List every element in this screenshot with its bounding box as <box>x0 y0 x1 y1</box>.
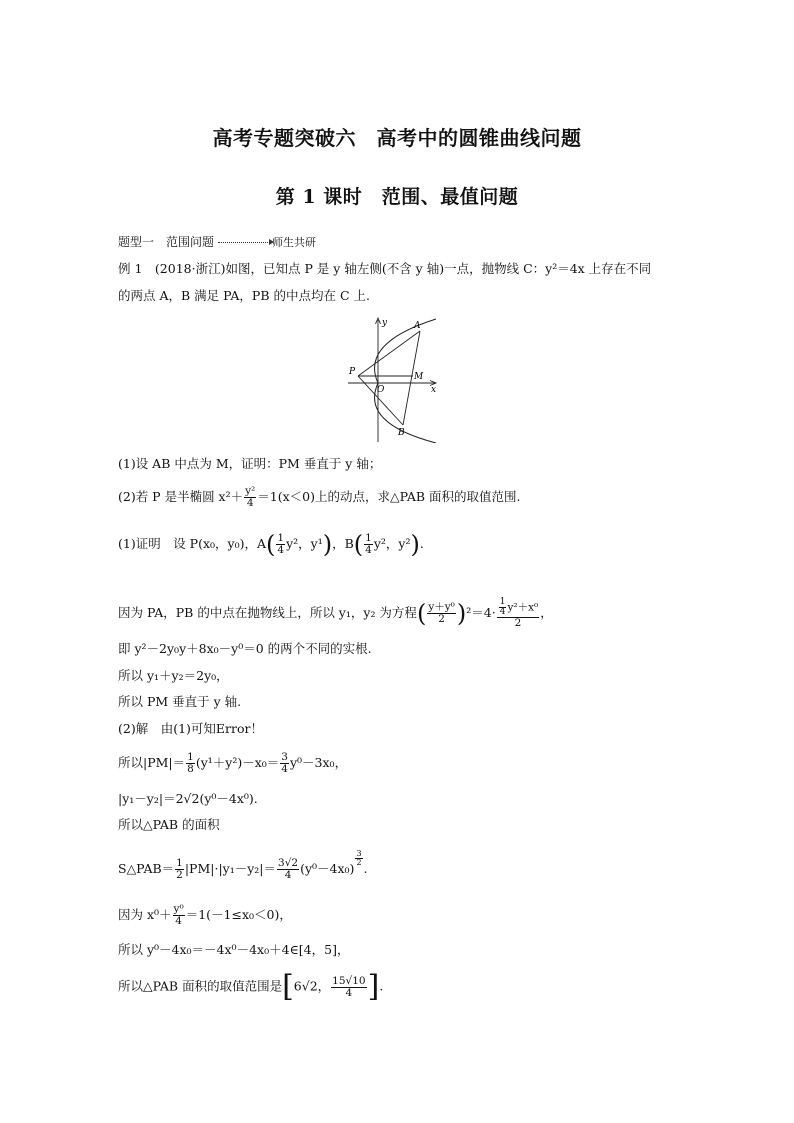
s1-frac-a <box>276 533 285 556</box>
s10-text-d: . <box>363 861 368 876</box>
section-header <box>118 233 316 250</box>
solution-line-4: 所以 y₁＋y₂＝2y₀， <box>118 668 229 683</box>
s11-text-a: 因为 x⁰＋ <box>118 907 172 922</box>
s2-paren-close: ) <box>456 599 467 628</box>
s7-frac-1 <box>186 752 195 775</box>
question-1: (1)设 AB 中点为 M，证明：PM 垂直于 y 轴； <box>118 456 382 471</box>
solution-line-9: 所以△PAB 的面积 <box>118 817 220 832</box>
s10-text-c: (y⁰－4x₀) <box>300 861 355 876</box>
solution-line-12: 所以 y⁰－4x₀＝－4x⁰－4x₀＋4∈[4，5]， <box>118 942 350 957</box>
s2-frac-2-inner-num: 1 <box>499 597 506 607</box>
parabola-figure <box>340 315 450 443</box>
label-o: O <box>377 385 385 395</box>
s13-text-b: 6√2， <box>293 978 331 994</box>
s13-text-c: . <box>379 978 384 994</box>
s7-frac-2-num: 3 <box>281 751 288 763</box>
s2-frac-2 <box>497 598 540 629</box>
s10-frac-2 <box>277 858 299 881</box>
s10-frac-1-num: 1 <box>176 857 183 869</box>
s2-frac-2-den: 2 <box>514 617 522 629</box>
s10-frac-2-num: 3√2 <box>278 857 299 869</box>
s2-text-c: ， <box>540 605 553 620</box>
s10-text-a: S△PAB＝ <box>118 861 175 876</box>
s10-text-b: |PM|·|y₁－y₂|＝ <box>184 861 277 876</box>
s1-text-a: (1)证明 设 P(x₀，y₀)，A <box>118 536 267 551</box>
s1-frac-b <box>364 533 373 556</box>
s2-text-b: ²＝4· <box>466 605 496 620</box>
solution-line-1: (1)证明 设 P(x₀，y₀)，A( $\frac{1}{4}$ y²，y¹)，B( $\frac{1}{4}$ y²，y²). <box>118 530 424 559</box>
s7-frac-2-den: 4 <box>281 763 288 775</box>
s7-text-b: (y¹＋y²)－x₀＝ <box>195 755 280 770</box>
q2-frac-den: 4 <box>246 497 254 509</box>
s2-frac-1 <box>427 602 456 625</box>
label-a: A <box>414 321 421 331</box>
s7-text-c: y⁰－3x₀， <box>289 755 348 770</box>
s2-frac-1-num: y＋y⁰ <box>428 601 455 613</box>
s13-bracket-open: [ <box>282 969 294 1004</box>
s11-frac-den: 4 <box>175 915 182 927</box>
s7-text-a: 所以|PM|＝ <box>118 755 186 770</box>
question-2 <box>118 486 521 509</box>
s11-frac-num: y⁰ <box>173 903 184 915</box>
s1-frac-b-num: 1 <box>365 532 372 544</box>
label-y: y <box>382 318 388 328</box>
s2-frac-2-num <box>497 598 540 618</box>
label-b: B <box>398 428 405 438</box>
s10-frac-1-den: 2 <box>176 869 183 881</box>
example-line-2: 的两点 A，B 满足 PA，PB 的中点均在 C 上. <box>118 288 370 303</box>
s10-exp-num: 3 <box>356 849 362 858</box>
s1-paren-close-b: ) <box>410 530 420 559</box>
s10-frac-2-den: 4 <box>284 869 292 881</box>
s13-frac-den: 4 <box>345 986 353 999</box>
label-x: x <box>431 385 437 395</box>
s10-exponent <box>355 850 362 867</box>
s1-paren-open-a: ( <box>266 530 276 559</box>
s2-frac-2-num-text: y²＋x⁰ <box>507 601 539 614</box>
q2-text-a: (2)若 P 是半椭圆 x²＋ <box>118 489 244 504</box>
s1-text-b: ，B <box>332 536 354 551</box>
solution-line-5: 所以 PM 垂直于 y 轴. <box>118 694 242 709</box>
s11-text-b: ＝1(－1≤x₀＜0)， <box>185 907 292 922</box>
s13-frac-num: 15√10 <box>332 974 366 987</box>
s11-frac <box>173 904 185 927</box>
section-tag: 师生共研 <box>272 236 317 249</box>
s10-exp-den: 2 <box>356 858 362 867</box>
solution-line-7 <box>118 752 347 775</box>
q2-text-b: ＝1(x＜0)上的动点，求△PAB 面积的取值范围. <box>257 489 521 504</box>
s1-b-inner: y²，y² <box>373 536 411 551</box>
s13-bracket-close: ] <box>367 969 380 1004</box>
arrow-icon <box>218 242 270 244</box>
s2-frac-1-den: 2 <box>438 613 445 625</box>
s1-a-inner: y²，y¹ <box>286 536 323 551</box>
label-m: M <box>414 372 424 382</box>
solution-line-6: (2)解 由(1)可知Error！ <box>118 721 263 736</box>
s13-frac <box>331 976 366 999</box>
page-title: 高考专题突破六 高考中的圆锥曲线问题 <box>212 126 582 150</box>
parabola-curve <box>375 319 436 443</box>
s1-frac-b-den: 4 <box>365 544 372 556</box>
solution-line-10 <box>118 850 368 881</box>
page-subtitle: 第 1 课时 范围、最值问题 <box>275 186 519 208</box>
solution-line-11 <box>118 904 292 927</box>
example-line-1: 例 1 (2018·浙江)如图，已知点 P 是 y 轴左侧(不含 y 轴)一点，抛物线 C：y²＝4x 上存在不同 <box>118 261 652 276</box>
s10-frac-1 <box>175 858 184 881</box>
s2-text-a: 因为 PA，PB 的中点在抛物线上，所以 y₁，y₂ 为方程 <box>118 605 417 620</box>
q2-frac-num: y² <box>245 485 256 497</box>
segment-pa <box>358 331 420 376</box>
s1-paren-close-a: ) <box>322 530 333 559</box>
solution-line-2 <box>118 598 553 629</box>
s1-frac-a-den: 4 <box>277 544 285 556</box>
solution-line-3: 即 y²－2y₀y＋8x₀－y⁰＝0 的两个不同的实根. <box>118 641 372 656</box>
s1-frac-a-num: 1 <box>277 532 285 544</box>
s7-frac-1-num: 1 <box>187 751 194 763</box>
s1-paren-open-b: ( <box>353 530 364 559</box>
s2-frac-2-inner <box>499 598 507 617</box>
label-p: P <box>349 367 356 377</box>
section-label: 题型一 范围问题 <box>118 235 215 249</box>
s7-frac-2 <box>280 752 289 775</box>
s2-frac-2-inner-den: 4 <box>499 607 506 617</box>
s7-frac-1-den: 8 <box>187 763 194 775</box>
q2-fraction <box>244 486 256 509</box>
solution-line-8: |y₁－y₂|＝2√2(y⁰－4x⁰). <box>118 791 258 806</box>
solution-line-13 <box>118 969 384 1004</box>
s2-paren-open: ( <box>416 599 427 628</box>
s13-text-a: 所以△PAB 面积的取值范围是 <box>118 978 283 994</box>
